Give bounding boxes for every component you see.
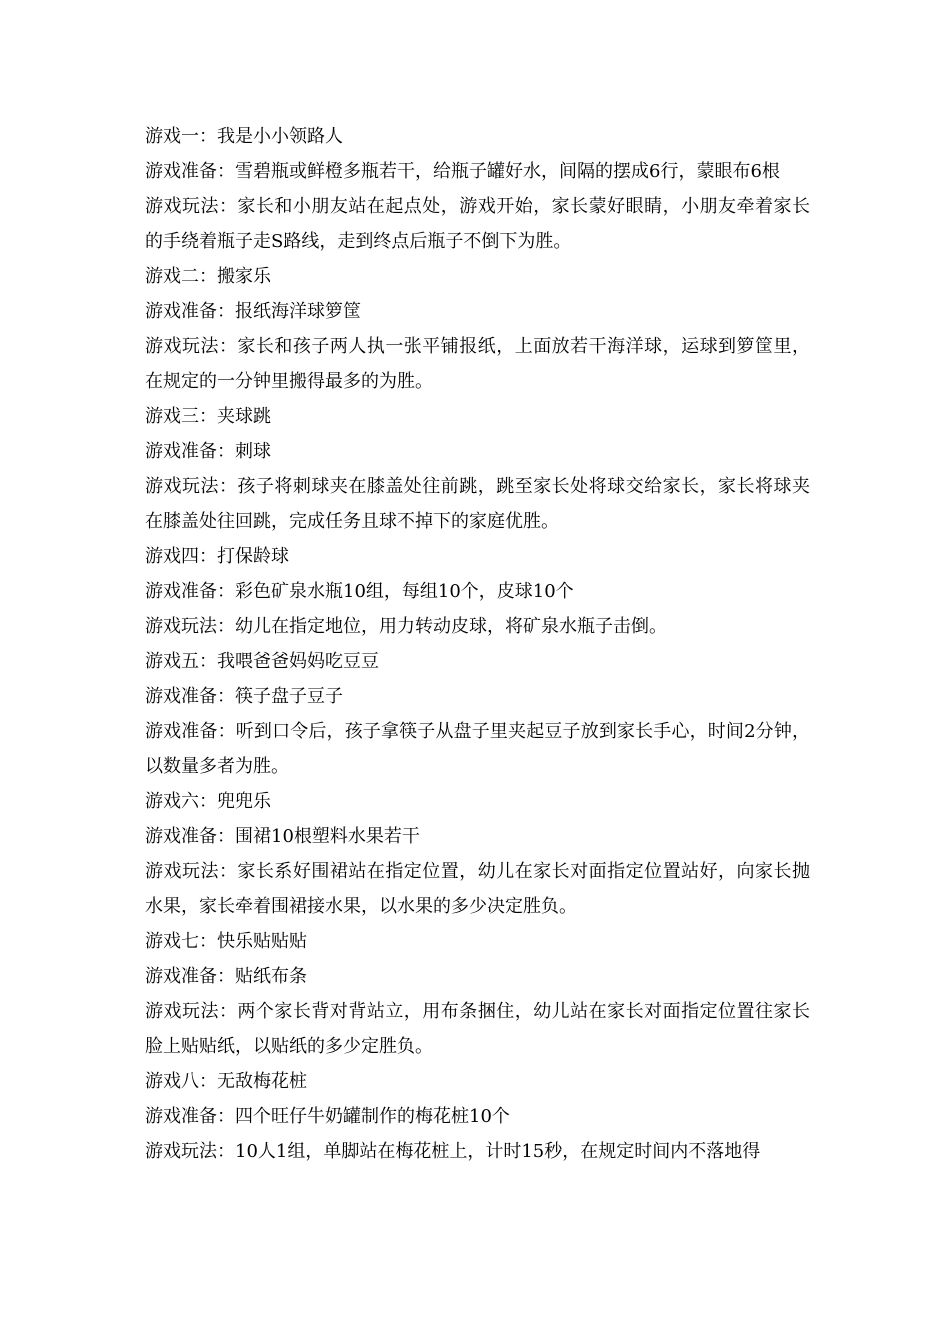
game-3-rules: 游戏玩法：孩子将刺球夹在膝盖处往前跳，跳至家长处将球交给家长，家长将球夹在膝盖处往回跳，完成任务且球不掉下的家庭优胜。 bbox=[145, 476, 810, 532]
game-5-preparation: 游戏准备：筷子盘子豆子 bbox=[145, 686, 343, 707]
game-2-rules: 游戏玩法：家长和孩子两人执一张平铺报纸，上面放若干海洋球，运球到箩筐里，在规定的一分钟里搬得最多的为胜。 bbox=[145, 336, 810, 392]
game-8-rules: 游戏玩法：10人1组，单脚站在梅花桩上，计时15秒，在规定时间内不落地得 bbox=[145, 1141, 761, 1162]
game-5-title: 游戏五：我喂爸爸妈妈吃豆豆 bbox=[145, 651, 379, 672]
game-4-title: 游戏四：打保龄球 bbox=[145, 546, 289, 567]
game-8-preparation: 游戏准备：四个旺仔牛奶罐制作的梅花桩10个 bbox=[145, 1106, 510, 1127]
game-6-title: 游戏六：兜兜乐 bbox=[145, 791, 271, 812]
game-2-preparation: 游戏准备：报纸海洋球箩筐 bbox=[145, 301, 361, 322]
game-7-preparation: 游戏准备：贴纸布条 bbox=[145, 966, 307, 987]
game-6-preparation: 游戏准备：围裙10根塑料水果若干 bbox=[145, 826, 420, 847]
game-6-rules: 游戏玩法：家长系好围裙站在指定位置，幼儿在家长对面指定位置站好，向家长抛水果，家长牵着围裙接水果，以水果的多少决定胜负。 bbox=[145, 861, 810, 917]
game-7-rules: 游戏玩法：两个家长背对背站立，用布条捆住，幼儿站在家长对面指定位置往家长脸上贴贴纸，以贴纸的多少定胜负。 bbox=[145, 1001, 810, 1057]
game-4-preparation: 游戏准备：彩色矿泉水瓶10组，每组10个，皮球10个 bbox=[145, 581, 574, 602]
game-1-rules: 游戏玩法：家长和小朋友站在起点处，游戏开始，家长蒙好眼睛，小朋友牵着家长的手绕着瓶子走S路线，走到终点后瓶子不倒下为胜。 bbox=[145, 196, 810, 252]
game-1-title: 游戏一：我是小小领路人 bbox=[145, 126, 343, 147]
document-body bbox=[145, 119, 810, 1169]
game-5-rules: 游戏准备：听到口令后，孩子拿筷子从盘子里夹起豆子放到家长手心，时间2分钟，以数量多者为胜。 bbox=[145, 721, 810, 777]
game-2-title: 游戏二：搬家乐 bbox=[145, 266, 271, 287]
game-4-rules: 游戏玩法：幼儿在指定地位，用力转动皮球，将矿泉水瓶子击倒。 bbox=[145, 616, 667, 637]
game-8-title: 游戏八：无敌梅花桩 bbox=[145, 1071, 307, 1092]
game-3-preparation: 游戏准备：刺球 bbox=[145, 441, 271, 462]
game-7-title: 游戏七：快乐贴贴贴 bbox=[145, 931, 307, 952]
game-1-preparation: 游戏准备：雪碧瓶或鲜橙多瓶若干，给瓶子罐好水，间隔的摆成6行，蒙眼布6根 bbox=[145, 161, 780, 182]
game-3-title: 游戏三：夹球跳 bbox=[145, 406, 271, 427]
